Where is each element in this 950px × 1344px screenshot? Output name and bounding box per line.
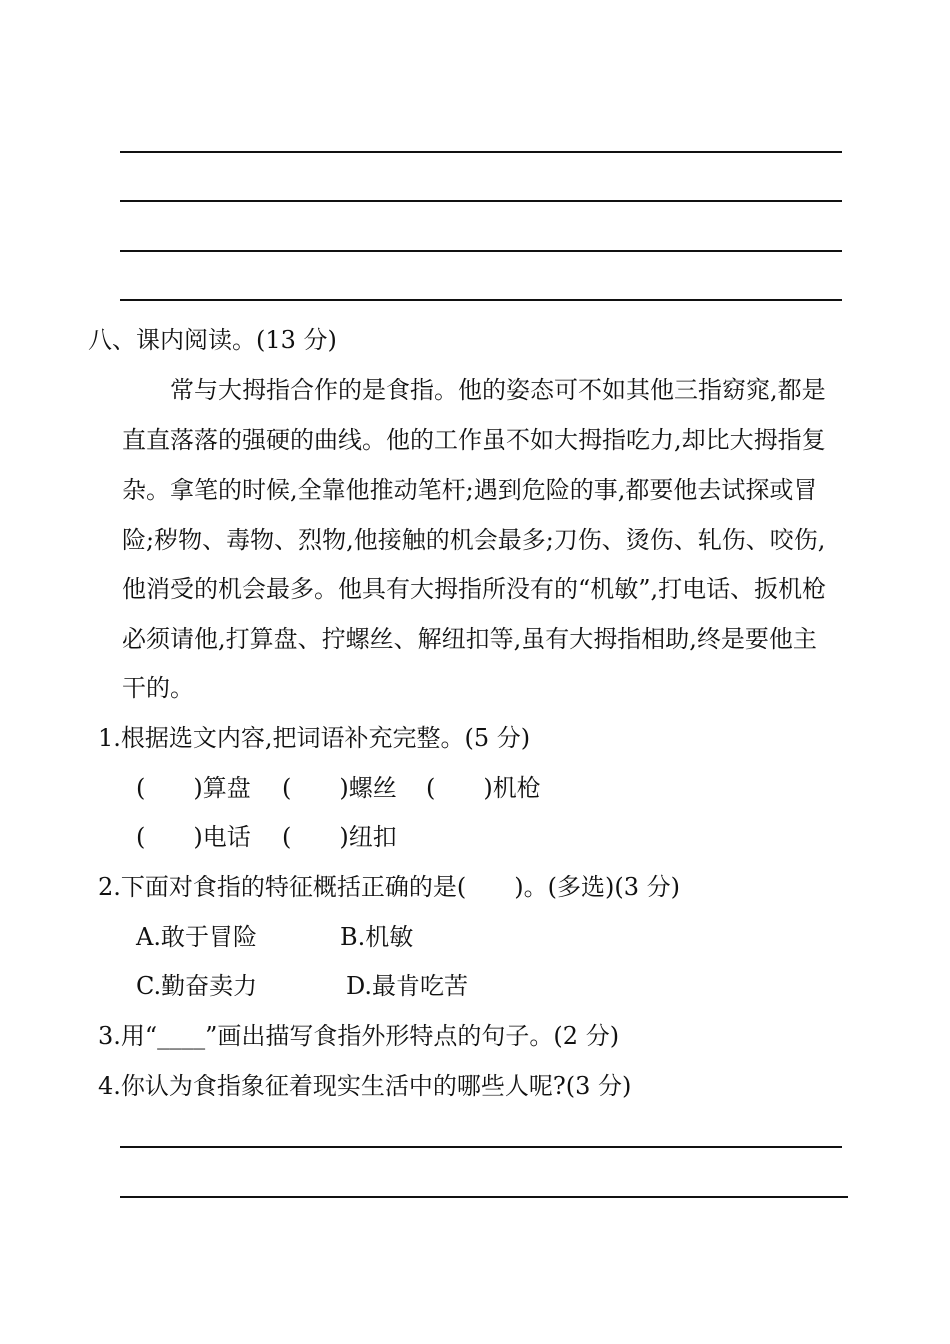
- option-c[interactable]: C.勤奋卖力: [136, 972, 258, 1000]
- passage-line: 险;秽物、毒物、烈物,他接触的机会最多;刀伤、烫伤、轧伤、咬伤,: [122, 526, 826, 554]
- fill-blank[interactable]: ( )算盘: [136, 774, 251, 802]
- question-3-prompt: 3.用“____”画出描写食指外形特点的句子。(2 分): [98, 1022, 620, 1050]
- answer-line[interactable]: [120, 1196, 848, 1198]
- fill-blank[interactable]: ( )机枪: [426, 774, 541, 802]
- passage-line: 他消受的机会最多。他具有大拇指所没有的“机敏”,打电话、扳机枪: [122, 575, 827, 603]
- fill-blank[interactable]: ( )螺丝: [282, 774, 397, 802]
- option-d[interactable]: D.最肯吃苦: [346, 972, 469, 1000]
- question-1-prompt: 1.根据选文内容,把词语补充完整。(5 分): [98, 724, 531, 752]
- passage-line: 直直落落的强硬的曲线。他的工作虽不如大拇指吃力,却比大拇指复: [122, 426, 826, 454]
- question-4-prompt: 4.你认为食指象征着现实生活中的哪些人呢?(3 分): [98, 1072, 632, 1100]
- passage-line: 必须请他,打算盘、拧螺丝、解纽扣等,虽有大拇指相助,终是要他主: [122, 625, 817, 653]
- answer-line[interactable]: [120, 250, 842, 252]
- section-heading: 八、课内阅读。(13 分): [88, 326, 337, 354]
- question-2-prompt: 2.下面对食指的特征概括正确的是( )。(多选)(3 分): [98, 873, 680, 901]
- answer-line[interactable]: [120, 151, 842, 153]
- fill-blank[interactable]: ( )电话: [136, 823, 251, 851]
- passage-line: 干的。: [122, 674, 194, 702]
- option-b[interactable]: B.机敏: [340, 923, 414, 951]
- passage-line: 杂。拿笔的时候,全靠他推动笔杆;遇到危险的事,都要他去试探或冒: [122, 476, 818, 504]
- answer-line[interactable]: [120, 299, 842, 301]
- option-a[interactable]: A.敢于冒险: [136, 923, 257, 951]
- fill-blank[interactable]: ( )纽扣: [282, 823, 397, 851]
- answer-line[interactable]: [120, 1146, 842, 1148]
- passage-line: 常与大拇指合作的是食指。他的姿态可不如其他三指窈窕,都是: [170, 376, 826, 404]
- answer-line[interactable]: [120, 200, 842, 202]
